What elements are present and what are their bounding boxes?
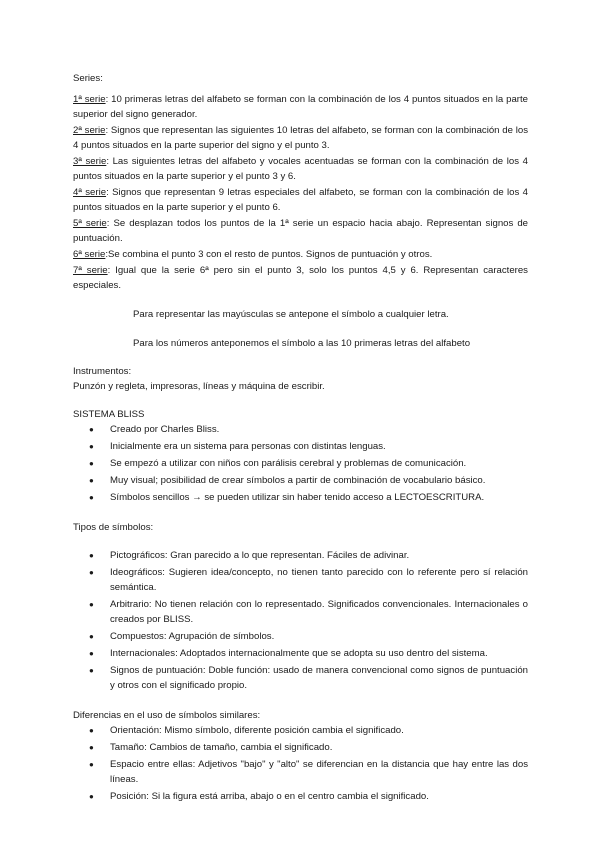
series-text-2: : Signos que representan las siguientes 10 letras del alfabeto, se forman con la combinación de los 4 puntos situados en la parte superior del signo y el punto 3. <box>73 125 528 151</box>
list-item: ● Se empezó a utilizar con niños con parálisis cerebral y problemas de comunicación. <box>89 458 467 469</box>
series-label-2: 2ª serie <box>73 125 106 136</box>
list-item: ● Creado por Charles Bliss. <box>89 424 220 435</box>
series-item-2 <box>73 123 528 153</box>
series-text-4: : Signos que representan 9 letras especiales del alfabeto, se forman con la combinación de los 4 puntos situados en la parte superior y el punto 6. <box>73 187 528 213</box>
list-item: ● Posición: Si la figura está arriba, abajo o en el centro cambia el significado. <box>89 791 429 802</box>
list-item: ● Compuestos: Agrupación de símbolos. <box>89 631 275 642</box>
list-item: ● Tamaño: Cambios de tamaño, cambia el significado. <box>89 742 333 753</box>
bullet-icon: ● <box>89 743 94 752</box>
series-text-5: : Se desplazan todos los puntos de la 1ª serie un espacio hacia abajo. Representan signos de puntuación. <box>73 218 528 244</box>
bullet-icon: ● <box>89 649 94 658</box>
series-item-5 <box>73 216 528 246</box>
bullet-icon: ● <box>89 726 94 735</box>
series-label-6: 6ª serie <box>73 249 106 260</box>
list-item: ● Internacionales: Adoptados internacionalmente que se adopta su uso dentro del sistema. <box>89 648 488 659</box>
list-item: ● Símbolos sencillos → se pueden utilizar sin haber tenido acceso a LECTOESCRITURA. <box>89 492 485 503</box>
list-item: ● Muy visual; posibilidad de crear símbolos a partir de combinación de vocabulario básico. <box>89 475 486 486</box>
list-item: ● Signos de puntuación: Doble función: usado de manera convencional como signos de puntuación y otros con el significado propio. <box>89 665 528 691</box>
diferencias-list <box>73 723 528 804</box>
bullet-icon: ● <box>89 459 94 468</box>
bullet-icon: ● <box>89 632 94 641</box>
series-item-3 <box>73 154 528 184</box>
bullet-icon: ● <box>89 476 94 485</box>
instrumentos-text: Punzón y regleta, impresoras, líneas y máquina de escribir. <box>73 381 325 392</box>
tipos-list <box>73 548 528 693</box>
tipos-heading: Tipos de símbolos: <box>73 522 154 533</box>
series-item-6 <box>73 247 528 262</box>
series-text-7: : Igual que la serie 6ª pero sin el punto 3, solo los puntos 4,5 y 6. Representan caracteres especiales. <box>73 265 528 291</box>
series-text-6: :Se combina el punto 3 con el resto de puntos. Signos de puntuación y otros. <box>105 249 433 260</box>
document-content <box>73 71 528 806</box>
series-label-1: 1ª serie <box>73 94 106 105</box>
bullet-icon: ● <box>89 568 94 577</box>
bliss-heading: SISTEMA BLISS <box>73 409 145 420</box>
bullet-icon: ● <box>89 600 94 609</box>
list-item: ● Arbitrario: No tienen relación con lo representado. Significados convencionales. Internacionales o creados por BLISS. <box>89 599 528 625</box>
bullet-icon: ● <box>89 493 94 502</box>
series-text-3: : Las siguientes letras del alfabeto y vocales acentuadas se forman con la combinación de los 4 puntos situados en la parte superior y el punto 3 y 6. <box>73 156 528 182</box>
bullet-icon: ● <box>89 666 94 675</box>
bullet-icon: ● <box>89 792 94 801</box>
bullet-icon: ● <box>89 551 94 560</box>
series-list <box>73 92 528 293</box>
series-label-4: 4ª serie <box>73 187 107 198</box>
series-label-7: 7ª serie <box>73 265 108 276</box>
list-item: ● Ideográficos: Sugieren idea/concepto, no tienen tanto parecido con lo referente pero sí relación semántica. <box>89 567 528 593</box>
bliss-list <box>73 422 528 505</box>
series-item-1 <box>73 92 528 122</box>
series-heading: Series: <box>73 73 103 84</box>
series-label-5: 5ª serie <box>73 218 107 229</box>
note-numbers: Para los números anteponemos el símbolo a las 10 primeras letras del alfabeto <box>133 338 471 349</box>
series-item-4 <box>73 185 528 215</box>
list-item: ● Pictográficos: Gran parecido a lo que representan. Fáciles de adivinar. <box>89 550 410 561</box>
bullet-icon: ● <box>89 425 94 434</box>
series-label-3: 3ª serie <box>73 156 107 167</box>
bullet-icon: ● <box>89 760 94 769</box>
bullet-icon: ● <box>89 442 94 451</box>
instrumentos-heading: Instrumentos: <box>73 366 132 377</box>
list-item: ● Espacio entre ellas: Adjetivos "bajo" y "alto" se diferencian en la distancia que hay entre las dos líneas. <box>89 759 528 785</box>
diferencias-heading: Diferencias en el uso de símbolos similares: <box>73 710 261 721</box>
note-uppercase: Para representar las mayúsculas se antepone el símbolo a cualquier letra. <box>133 309 449 320</box>
series-text-1: : 10 primeras letras del alfabeto se forman con la combinación de los 4 puntos situados en la parte superior del signo generador. <box>73 94 528 120</box>
list-item: ● Inicialmente era un sistema para personas con distintas lenguas. <box>89 441 386 452</box>
series-item-7 <box>73 263 528 293</box>
list-item: ● Orientación: Mismo símbolo, diferente posición cambia el significado. <box>89 725 404 736</box>
